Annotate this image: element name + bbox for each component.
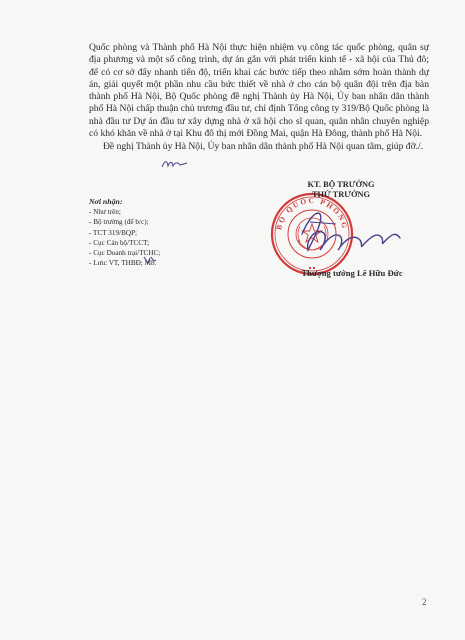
svg-text:BỘ QUỐC PHÒNG: BỘ QUỐC PHÒNG [274, 195, 350, 231]
signer-name: Thượng tướng Lê Hữu Đức [301, 268, 403, 278]
signature-title-line1: KT. BỘ TRƯỞNG [307, 180, 375, 189]
body-paragraph-1: Quốc phòng và Thành phố Hà Nội thực hiện nhiệm vụ công tác quốc phòng, quân sự địa phương và một số công trình, dự án gắn với phát triển kinh tế - xã hội của Thủ đô; để có cơ sở đẩy nhanh tiến độ, triển khai các bước tiếp theo nhằm sớm hoàn thành dự án, giải quyết một phần nhu cầu bức thiết về nhà ở cho cán bộ quân đội trên địa bàn thành phố Hà Nội, Bộ Quốc phòng đề nghị Thành ủy Hà Nội, Ủy ban nhân dân thành phố Hà Nội chấp thuận chủ trương đầu tư, chỉ định Tổng công ty 319/Bộ Quốc phòng là nhà đầu tư Dự án đầu tư xây dựng nhà ở xã hội cho sĩ quan, quân nhân chuyên nghiệp có khó khăn về nhà ở tại Khu đô thị mới Đồng Mai, quận Hà Đông, thành phố Hà Nội. [89, 42, 429, 140]
recipients-list [89, 197, 239, 268]
signature-block [262, 180, 442, 300]
letter-body [89, 42, 429, 154]
recipient-item: - Bộ trưởng (để b/c); [89, 218, 149, 227]
recipient-item: - TCT 319/BQP; [89, 228, 138, 237]
page-number: 2 [422, 597, 427, 607]
body-paragraph-2: Đề nghị Thành ủy Hà Nội, Ủy ban nhân dân thành phố Hà Nội quan tâm, giúp đỡ./. [103, 141, 424, 153]
handwritten-signature [262, 180, 442, 270]
recipient-item: - Như trên; [89, 208, 121, 217]
handwritten-tick-mark [142, 254, 158, 266]
handwritten-initial-mark [160, 157, 190, 171]
recipient-item: - Cục Cán bộ/TCCT; [89, 238, 150, 247]
recipient-item: - Lưu: VT, THBĐ; M8. [89, 259, 157, 268]
signature-title-line2: THỨ TRƯỞNG [311, 190, 371, 199]
recipient-item: - Cục Doanh trại/TCHC; [89, 249, 161, 258]
recipients-title: Nơi nhận: [89, 197, 123, 206]
